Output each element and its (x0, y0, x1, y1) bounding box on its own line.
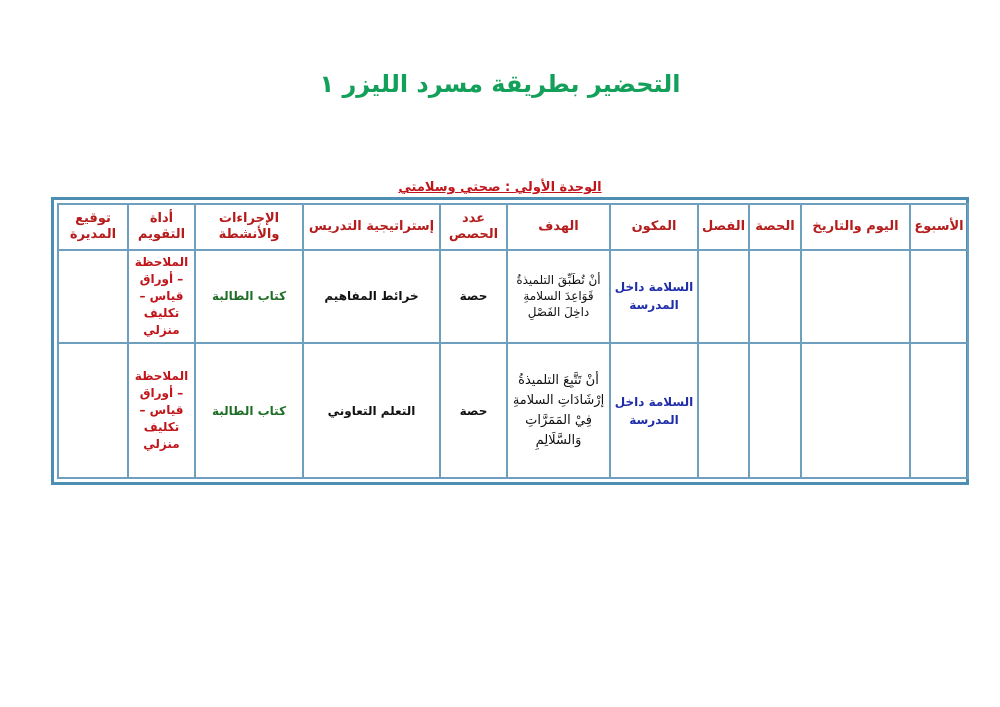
header-strategy: إستراتيجية التدريس (303, 204, 440, 250)
table-row (58, 250, 968, 343)
cell-period (749, 343, 801, 478)
cell-strategy: خرائط المفاهيم (303, 250, 440, 343)
cell-day-date (801, 250, 910, 343)
cell-period (749, 250, 801, 343)
header-signature: توقيع المديرة (58, 204, 128, 250)
cell-num-periods: حصة (440, 343, 507, 478)
header-day-date: اليوم والتاريخ (801, 204, 910, 250)
cell-class (698, 250, 749, 343)
header-week: الأسبوع (910, 204, 968, 250)
cell-week (910, 250, 968, 343)
cell-class (698, 343, 749, 478)
header-period: الحصة (749, 204, 801, 250)
lesson-plan-frame (51, 197, 969, 485)
header-procedures: الإجراءات والأنشطة (195, 204, 303, 250)
header-num-periods: عدد الحصص (440, 204, 507, 250)
cell-component: السلامة داخل المدرسة (610, 250, 698, 343)
cell-signature (58, 250, 128, 343)
lesson-plan-table (57, 203, 969, 479)
cell-num-periods: حصة (440, 250, 507, 343)
cell-evaluation: الملاحظة – أوراق قياس – تكليف منزلي (128, 250, 195, 343)
cell-week (910, 343, 968, 478)
cell-goal: أنْ تَتَّبِعَ التلميذةُ إرْشَادَاتِ السلامةِ فِيْ المَمَرَّاتِ وَالسَّلَالِمِ (507, 343, 610, 478)
cell-procedures: كتاب الطالبة (195, 250, 303, 343)
cell-strategy: التعلم التعاوني (303, 343, 440, 478)
page-title: التحضير بطريقة مسرد الليزر ١ (319, 70, 681, 98)
cell-procedures: كتاب الطالبة (195, 343, 303, 478)
header-class: الفصل (698, 204, 749, 250)
cell-component: السلامة داخل المدرسة (610, 343, 698, 478)
cell-signature (58, 343, 128, 478)
cell-evaluation: الملاحظة – أوراق قياس – تكليف منزلي (128, 343, 195, 478)
header-row (58, 204, 968, 250)
cell-day-date (801, 343, 910, 478)
header-evaluation: أداة التقويم (128, 204, 195, 250)
unit-heading: الوحدة الأولي : صحتي وسلامتي (398, 180, 602, 195)
cell-goal: أنْ تُطَبِّقَ التلميذةُ قَوَاعِدَ السلامةِ داخِلَ الفَصْلِ (507, 250, 610, 343)
header-component: المكون (610, 204, 698, 250)
header-goal: الهدف (507, 204, 610, 250)
table-row (58, 343, 968, 478)
